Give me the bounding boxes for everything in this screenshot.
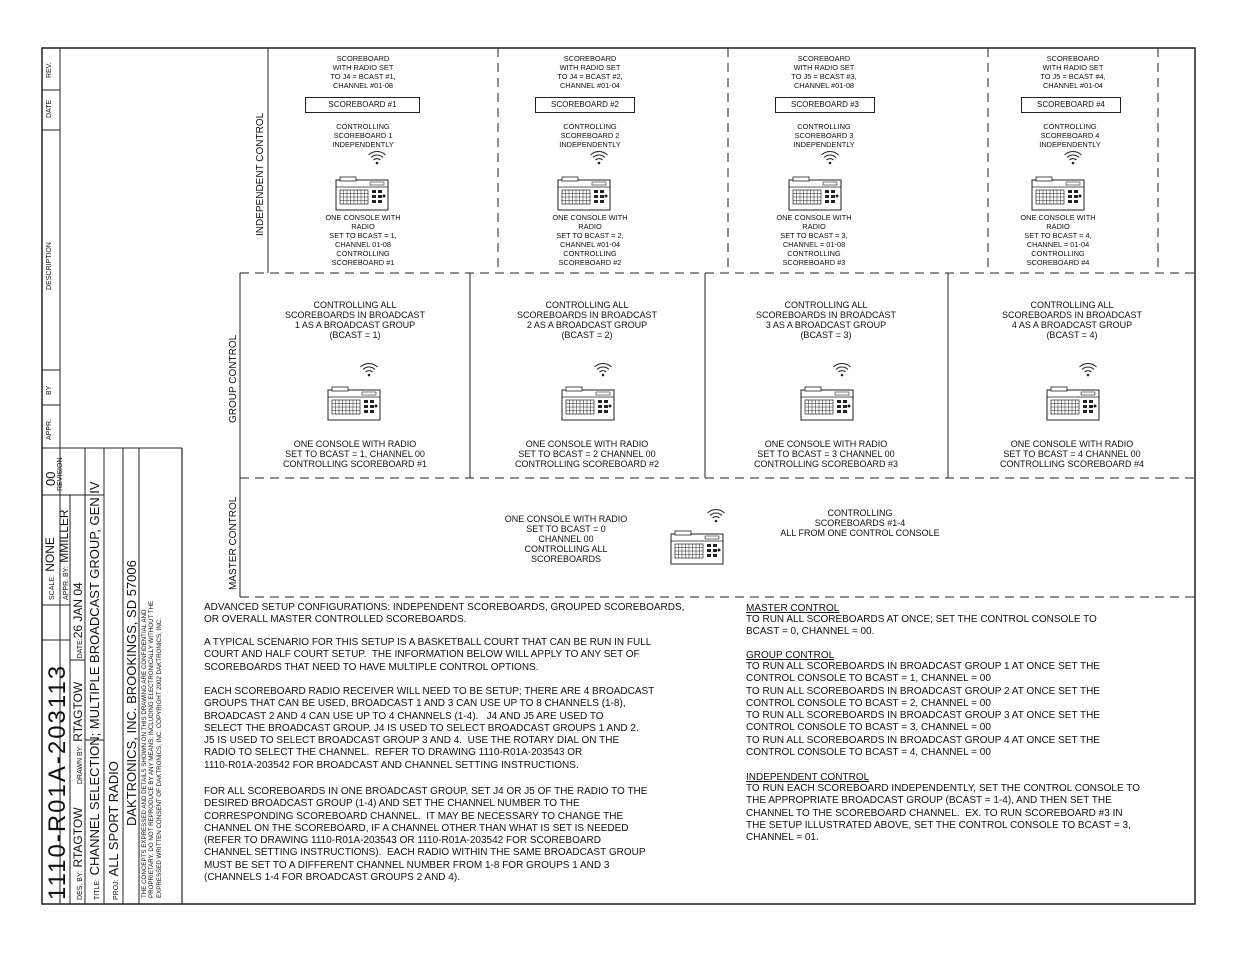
scoreboard-3-box: SCOREBOARD #3 (775, 97, 875, 113)
console-2-caption: ONE CONSOLE WITH RADIO SET TO BCAST = 2, CHANNEL #01-04 CONTROLLING SCOREBOARD #2 (552, 213, 628, 267)
group-console-3-icon (799, 386, 855, 422)
group-console-2-icon (560, 386, 616, 422)
group-control-text: TO RUN ALL SCOREBOARDS IN BROADCAST GROUP 1 AT ONCE SET THE CONTROL CONSOLE TO BCAST = 1, CHANNEL = 00 TO RUN ALL SCOREBOARDS IN BROADCAST GROUP 2 AT ONCE SET THE CONTROL CONSOLE TO BCAST = 2, CHANNEL = 00 TO RUN ALL SCOREBOARDS IN BROADCAST GROUP 3 AT ONCE SET THE CONTROL CONSOLE TO BCAST = 3, CHANNEL = 00 TO RUN ALL SCOREBOARDS IN BROADCAST GROUP 4 AT ONCE SET THE CONTROL CONSOLE TO BCAST = 4, CHANNEL = 00 (746, 661, 1100, 759)
group-control-label: GROUP CONTROL (228, 334, 239, 423)
appr-label: APPR. (46, 418, 53, 440)
notes-broadcast-group: FOR ALL SCOREBOARDS IN ONE BROADCAST GROUP, SET J4 OR J5 OF THE RADIO TO THE DESIRED BROADCAST GROUP (1-4) AND SET THE CHANNEL NUMBER TO THE CORRESPONDING SCOREBOARD CHANNEL. IT MAY BE NECESSARY TO CHANGE THE CHANNEL ON THE SCOREBOARD, IF A CHANNEL OTHER THAN WHAT IS SET IS NEEDED (REFER TO DRAWING 1110-R01A-203543 OR 1110-R01A-203542 FOR SCOREBOARD CHANNEL SETTING INSTRUCTIONS). EACH RADIO WITHIN THE SAME BROADCAST GROUP MUST BE SET TO A DIFFERENT CHANNEL NUMBER FROM 1-8 FOR GROUPS 1 AND 3 (CHANNELS 1-4 FOR BROADCAST GROUPS 2 AND 4). (204, 786, 648, 884)
drawing-title: CHANNEL SELECTION; MULTIPLE BROADCAST GROUP, GEN IV (87, 481, 102, 876)
notes-receiver: EACH SCOREBOARD RADIO RECEIVER WILL NEED TO BE SETUP; THERE ARE 4 BROADCAST GROUPS THAT CAN BE USED, BROADCAST 1 AND 3 CAN USE UP TO 8 CHANNELS (1-8), BROADCAST 2 AND 4 CAN USE UP TO 4 CHANNELS (1-4). J4 AND J5 ARE USED TO SELECT THE BROADCAST GROUP. J4 IS USED TO SELECT BROADCAST GROUPS 1 AND 2. J5 IS USED TO SELECT BROADCAST GROUP 3 AND 4. USE THE ROTARY DIAL ON THE RADIO TO SELECT THE CHANNEL. REFER TO DRAWING 1110-R01A-203543 OR 1110-R01A-203542 FOR BROADCAST AND CHANNEL SETTING INSTRUCTIONS. (204, 686, 655, 771)
independent-control-label: INDEPENDENT CONTROL (255, 112, 266, 236)
scoreboard-1-caption: CONTROLLING SCOREBOARD 1 INDEPENDENTLY (332, 122, 394, 149)
project-name: ALL SPORT RADIO (106, 761, 121, 877)
scoreboard-3-caption: CONTROLLING SCOREBOARD 3 INDEPENDENTLY (793, 122, 855, 149)
master-console-icon (669, 530, 725, 566)
scoreboard-2-caption: CONTROLLING SCOREBOARD 2 INDEPENDENTLY (559, 122, 621, 149)
master-caption: CONTROLLING SCOREBOARDS #1-4 ALL FROM ONE CONTROL CONSOLE (780, 508, 940, 538)
group-1-caption: CONTROLLING ALL SCOREBOARDS IN BROADCAST 1 AS A BROADCAST GROUP (BCAST = 1) (284, 300, 426, 340)
scoreboard-1-setting: SCOREBOARD WITH RADIO SET TO J4 = BCAST #1, CHANNEL #01-08 (330, 54, 396, 90)
master-control-label: MASTER CONTROL (228, 496, 239, 590)
notes-setup: ADVANCED SETUP CONFIGURATIONS: INDEPENDENT SCOREBOARDS, GROUPED SCOREBOARDS, OR OVERALL MASTER CONTROLLED SCOREBOARDS. (204, 602, 685, 626)
independent-control-text: TO RUN EACH SCOREBOARD INDEPENDENTLY, SET THE CONTROL CONSOLE TO THE APPROPRIATE BROADCAST GROUP (BCAST = 1-4), AND THEN SET THE CHANNEL TO THE SCOREBOARD CHANNEL. EX. TO RUN SCOREBOARD #3 IN THE SETUP ILLUSTRATED ABOVE, SET THE CONTROL CONSOLE TO BCAST = 3, CHANNEL = 01. (746, 783, 1140, 844)
independent-console-4-icon (1030, 176, 1086, 212)
master-control-text: TO RUN ALL SCOREBOARDS AT ONCE; SET THE CONTROL CONSOLE TO BCAST = 0, CHANNEL = 00. (746, 614, 1097, 638)
project-row: PROJ: ALL SPORT RADIO (106, 761, 121, 900)
radio-signal-icon (359, 362, 379, 378)
description-label: DESCRIPTION (46, 242, 53, 290)
revision-label: REVISION (57, 457, 64, 491)
console-4-caption: ONE CONSOLE WITH RADIO SET TO BCAST = 4, CHANNEL = 01-04 CONTROLLING SCOREBOARD #4 (1020, 213, 1096, 267)
console-3-caption: ONE CONSOLE WITH RADIO SET TO BCAST = 3, CHANNEL = 01-08 CONTROLLING SCOREBOARD #3 (776, 213, 852, 267)
group-console-4-icon (1045, 386, 1101, 422)
radio-signal-icon (589, 150, 609, 166)
group-4-caption: CONTROLLING ALL SCOREBOARDS IN BROADCAST 4 AS A BROADCAST GROUP (BCAST = 4) (1001, 300, 1143, 340)
radio-signal-icon (706, 508, 726, 524)
independent-console-2-icon (556, 176, 612, 212)
confidential-notice: THE CONCEPTS EXPRESSED AND DETAILS SHOWN ON THIS DRAWING ARE CONFIDENTIAL AND PROPRIETARY. DO NOT REPRODUCE BY ANY MEANS, INCLUDING ELECTRONICALLY WITHOUT THE EXPRESSED WRITTEN CONSENT OF DAKTRONICS, INC. COPYRIGHT 2002 DAKTRONICS, INC. (141, 600, 163, 898)
scoreboard-4-caption: CONTROLLING SCOREBOARD 4 INDEPENDENTLY (1039, 122, 1101, 149)
radio-signal-icon (820, 150, 840, 166)
by-label: BY (46, 385, 53, 395)
group-2-console-caption: ONE CONSOLE WITH RADIO SET TO BCAST = 2 CHANNEL 00 CONTROLLING SCOREBOARD #2 (514, 439, 660, 469)
independent-control-heading: INDEPENDENT CONTROL (746, 772, 870, 783)
scoreboard-1-box: SCOREBOARD #1 (305, 97, 420, 113)
rev-label: REV. (46, 62, 53, 78)
approver-row: APPR. BY: MMILLER (57, 509, 71, 600)
radio-signal-icon (593, 362, 613, 378)
independent-console-3-icon (787, 176, 843, 212)
company-name: DAKTRONICS, INC. BROOKINGS, SD 57006 (124, 560, 139, 826)
master-console-caption: ONE CONSOLE WITH RADIO SET TO BCAST = 0 CHANNEL 00 CONTROLLING ALL SCOREBOARDS (504, 514, 628, 564)
radio-signal-icon (367, 150, 387, 166)
radio-signal-icon (1063, 150, 1083, 166)
designer-row: DES. BY: RTAGTOW DRAWN BY: RTAGTOW DATE:26 JAN 04 (71, 582, 85, 900)
master-control-heading: MASTER CONTROL (746, 603, 840, 614)
scoreboard-2-box: SCOREBOARD #2 (535, 97, 635, 113)
radio-signal-icon (832, 362, 852, 378)
scoreboard-4-box: SCOREBOARD #4 (1021, 97, 1121, 113)
group-console-1-icon (326, 386, 382, 422)
group-2-caption: CONTROLLING ALL SCOREBOARDS IN BROADCAST 2 AS A BROADCAST GROUP (BCAST = 2) (516, 300, 658, 340)
scale-row: SCALE: NONE (43, 537, 57, 600)
title-row: TITLE: CHANNEL SELECTION; MULTIPLE BROADCAST GROUP, GEN IV (87, 481, 102, 900)
notes-scenario: A TYPICAL SCENARIO FOR THIS SETUP IS A BASKETBALL COURT THAT CAN BE RUN IN FULL COURT AND HALF COURT SETUP. THE INFORMATION BELOW WILL APPLY TO ANY SET OF SCOREBOARDS THAT NEED TO HAVE MULTIPLE CONTROL OPTIONS. (204, 637, 652, 673)
scoreboard-4-setting: SCOREBOARD WITH RADIO SET TO J5 = BCAST #4, CHANNEL #01-04 (1040, 54, 1106, 90)
scoreboard-3-setting: SCOREBOARD WITH RADIO SET TO J5 = BCAST #3, CHANNEL #01-08 (791, 54, 857, 90)
date-label: DATE (46, 99, 53, 118)
group-3-console-caption: ONE CONSOLE WITH RADIO SET TO BCAST = 3 CHANNEL 00 CONTROLLING SCOREBOARD #3 (753, 439, 899, 469)
independent-console-1-icon (334, 176, 390, 212)
drawing-number: 1110-R01A-203113 (44, 663, 71, 900)
revision-value: 00 (43, 471, 58, 486)
console-1-caption: ONE CONSOLE WITH RADIO SET TO BCAST = 1, CHANNEL 01-08 CONTROLLING SCOREBOARD #1 (325, 213, 401, 267)
group-1-console-caption: ONE CONSOLE WITH RADIO SET TO BCAST = 1, CHANNEL 00 CONTROLLING SCOREBOARD #1 (282, 439, 428, 469)
group-4-console-caption: ONE CONSOLE WITH RADIO SET TO BCAST = 4 CHANNEL 00 CONTROLLING SCOREBOARD #4 (999, 439, 1145, 469)
radio-signal-icon (1078, 362, 1098, 378)
scoreboard-2-setting: SCOREBOARD WITH RADIO SET TO J4 = BCAST #2, CHANNEL #01-04 (557, 54, 623, 90)
group-3-caption: CONTROLLING ALL SCOREBOARDS IN BROADCAST 3 AS A BROADCAST GROUP (BCAST = 3) (755, 300, 897, 340)
group-control-heading: GROUP CONTROL (746, 650, 835, 661)
